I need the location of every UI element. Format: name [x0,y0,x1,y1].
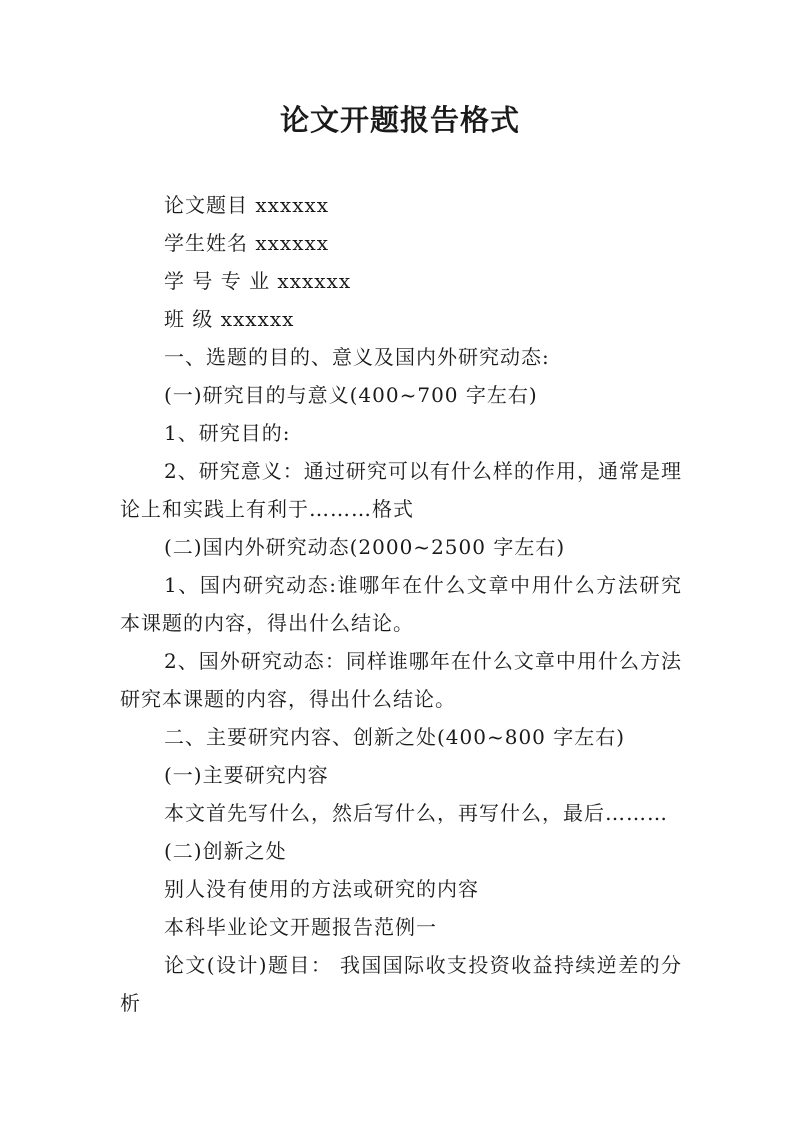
paragraph-student-id-major: 学 号 专 业 xxxxxx [164,269,352,293]
paragraph-student-name: 学生姓名 xxxxxx [164,231,330,255]
heading-subsection-2-2: (二)创新之处 [164,839,287,863]
heading-example: 本科毕业论文开题报告范例一 [164,915,437,939]
heading-section-2: 二、主要研究内容、创新之处(400~800 字左右) [164,725,626,749]
paragraph-example-topic: 论文(设计)题目： 我国国际收支投资收益持续逆差的分析 [120,953,682,1015]
paragraph-research-significance: 2、研究意义：通过研究可以有什么样的作用，通常是理论上和实践上有利于………格式 [120,459,682,521]
paragraph-innovation: 别人没有使用的方法或研究的内容 [164,877,479,901]
document-title: 论文开题报告格式 [279,103,520,137]
paragraph-class: 班 级 xxxxxx [164,307,295,331]
paragraph-research-purpose: 1、研究目的: [164,421,291,445]
heading-subsection-1-1: (一)研究目的与意义(400~700 字左右) [164,383,538,407]
document-body [120,186,682,1022]
paragraph-domestic-research: 1、国内研究动态:谁哪年在什么文章中用什么方法研究本课题的内容，得出什么结论。 [120,573,682,635]
heading-section-1: 一、选题的目的、意义及国内外研究动态: [164,345,550,369]
heading-subsection-2-1: (一)主要研究内容 [164,763,329,787]
paragraph-thesis-topic: 论文题目 xxxxxx [164,193,330,217]
heading-subsection-1-2: (二)国内外研究动态(2000~2500 字左右) [164,535,566,559]
paragraph-foreign-research: 2、国外研究动态：同样谁哪年在什么文章中用什么方法研究本课题的内容，得出什么结论。 [120,649,682,711]
paragraph-main-content: 本文首先写什么，然后写什么，再写什么，最后……… [164,801,668,825]
